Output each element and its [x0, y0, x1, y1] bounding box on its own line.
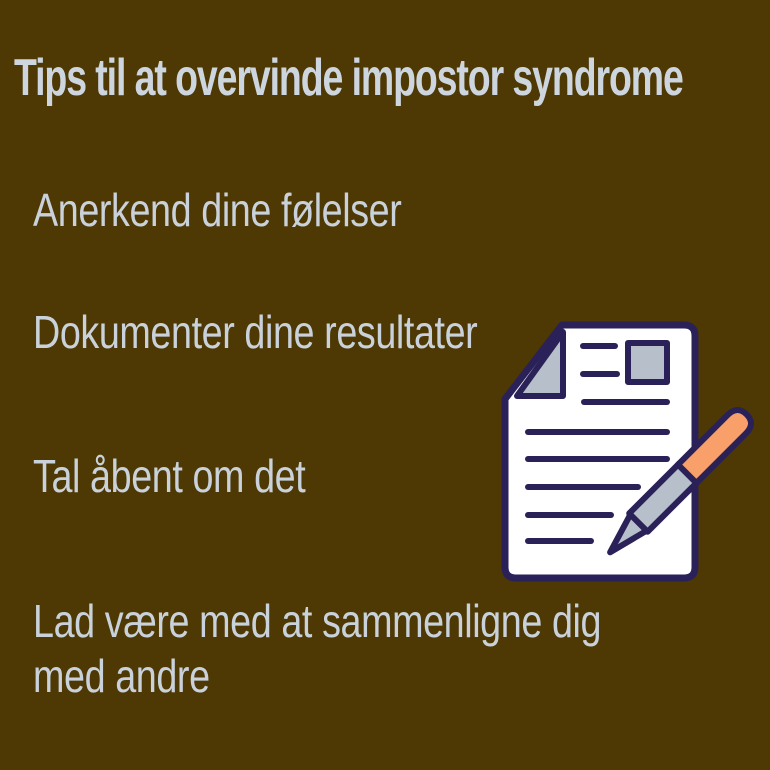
tip-item-document-results: Dokumenter dine resultater: [33, 306, 478, 358]
folded-corner: [517, 332, 563, 396]
document-icon: [505, 325, 695, 578]
document-square: [628, 343, 667, 382]
document-pen-icon: [490, 300, 770, 600]
tip-item-talk-openly: Tal åbent om det: [33, 450, 306, 502]
tip-item-dont-compare: Lad være med at sammenligne dig med andre: [33, 595, 602, 702]
page-title: Tips til at overvinde impostor syndrome: [14, 49, 683, 107]
tip-item-acknowledge-feelings: Anerkend dine følelser: [33, 184, 402, 236]
